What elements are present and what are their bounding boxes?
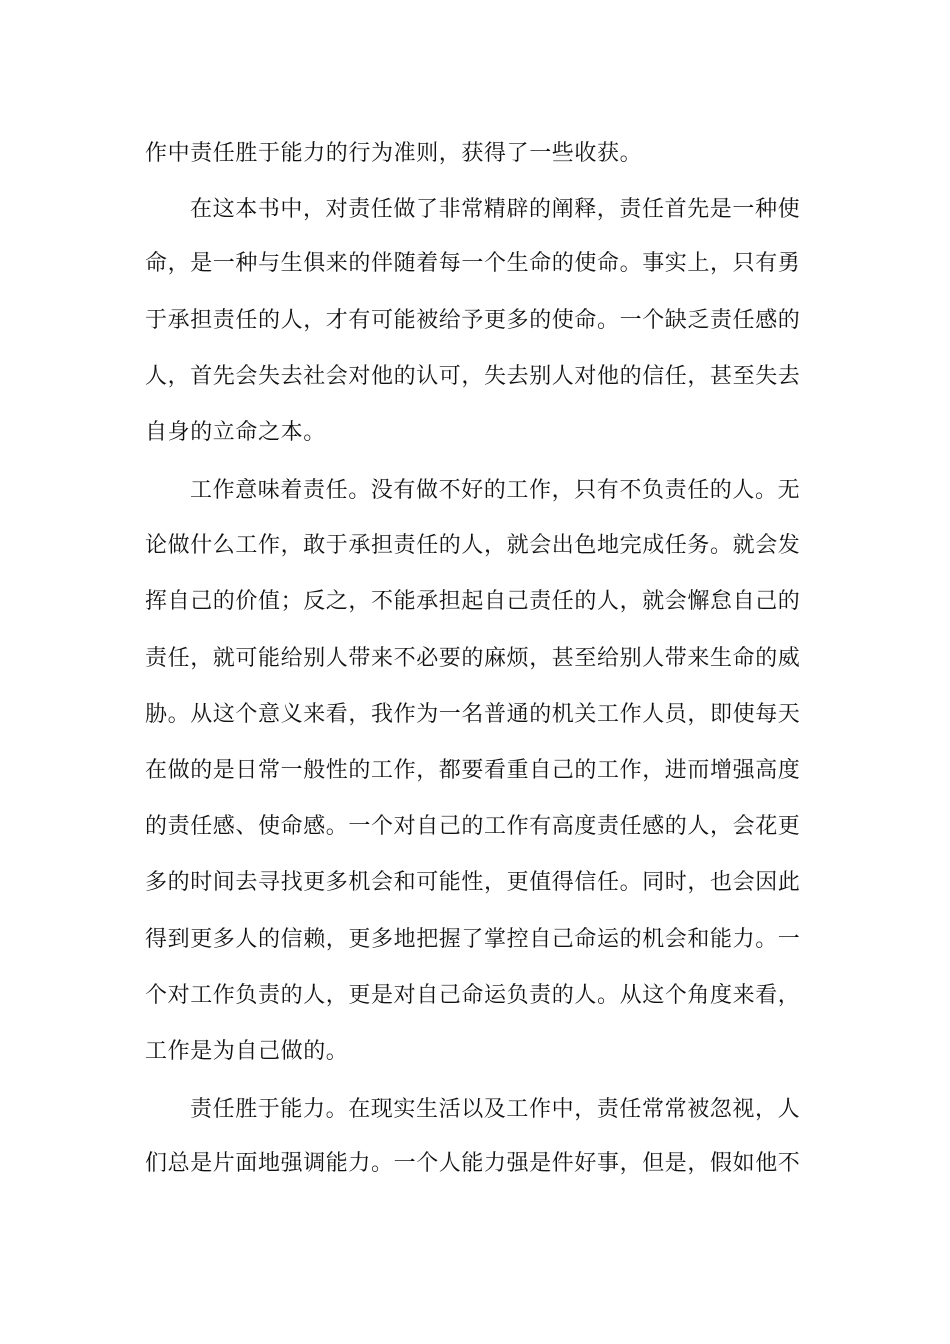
paragraph-3-line-8: 多的时间去寻找更多机会和可能性，更值得信任。同时，也会因此 bbox=[145, 870, 801, 895]
paragraph-2-line-1: 在这本书中，对责任做了非常精辟的阐释，责任首先是一种使 bbox=[190, 197, 801, 222]
paragraph-3-line-3: 挥自己的价值；反之，不能承担起自己责任的人，就会懈怠自己的 bbox=[145, 589, 801, 614]
paragraph-4-line-2: 们总是片面地强调能力。一个人能力强是件好事，但是，假如他不 bbox=[145, 1151, 801, 1176]
paragraph-1-line-1: 作中责任胜于能力的行为准则，获得了一些收获。 bbox=[145, 141, 643, 166]
paragraph-3-line-2: 论做什么工作，敢于承担责任的人，就会出色地完成任务。就会发 bbox=[145, 533, 801, 558]
paragraph-3-line-5: 胁。从这个意义来看，我作为一名普通的机关工作人员，即使每天 bbox=[145, 702, 801, 727]
paragraph-3-line-6: 在做的是日常一般性的工作，都要看重自己的工作，进而增强高度 bbox=[145, 758, 801, 783]
paragraph-3-line-4: 责任，就可能给别人带来不必要的麻烦，甚至给别人带来生命的威 bbox=[145, 646, 801, 671]
paragraph-3-line-11: 工作是为自己做的。 bbox=[145, 1039, 349, 1064]
paragraph-2-line-3: 于承担责任的人，才有可能被给予更多的使命。一个缺乏责任感的 bbox=[145, 308, 801, 333]
paragraph-2-line-5: 自身的立命之本。 bbox=[145, 420, 326, 445]
paragraph-3-line-9: 得到更多人的信赖，更多地把握了掌控自己命运的机会和能力。一 bbox=[145, 927, 801, 952]
paragraph-3-line-10: 个对工作负责的人，更是对自己命运负责的人。从这个角度来看， bbox=[145, 983, 801, 1008]
paragraph-4-line-1: 责任胜于能力。在现实生活以及工作中，责任常常被忽视，人 bbox=[190, 1097, 801, 1122]
paragraph-2-line-4: 人，首先会失去社会对他的认可，失去别人对他的信任，甚至失去 bbox=[145, 364, 801, 389]
paragraph-2-line-2: 命，是一种与生俱来的伴随着每一个生命的使命。事实上，只有勇 bbox=[145, 251, 801, 276]
paragraph-3-line-1: 工作意味着责任。没有做不好的工作，只有不负责任的人。无 bbox=[190, 478, 801, 503]
paragraph-3-line-7: 的责任感、使命感。一个对自己的工作有高度责任感的人，会花更 bbox=[145, 814, 801, 839]
